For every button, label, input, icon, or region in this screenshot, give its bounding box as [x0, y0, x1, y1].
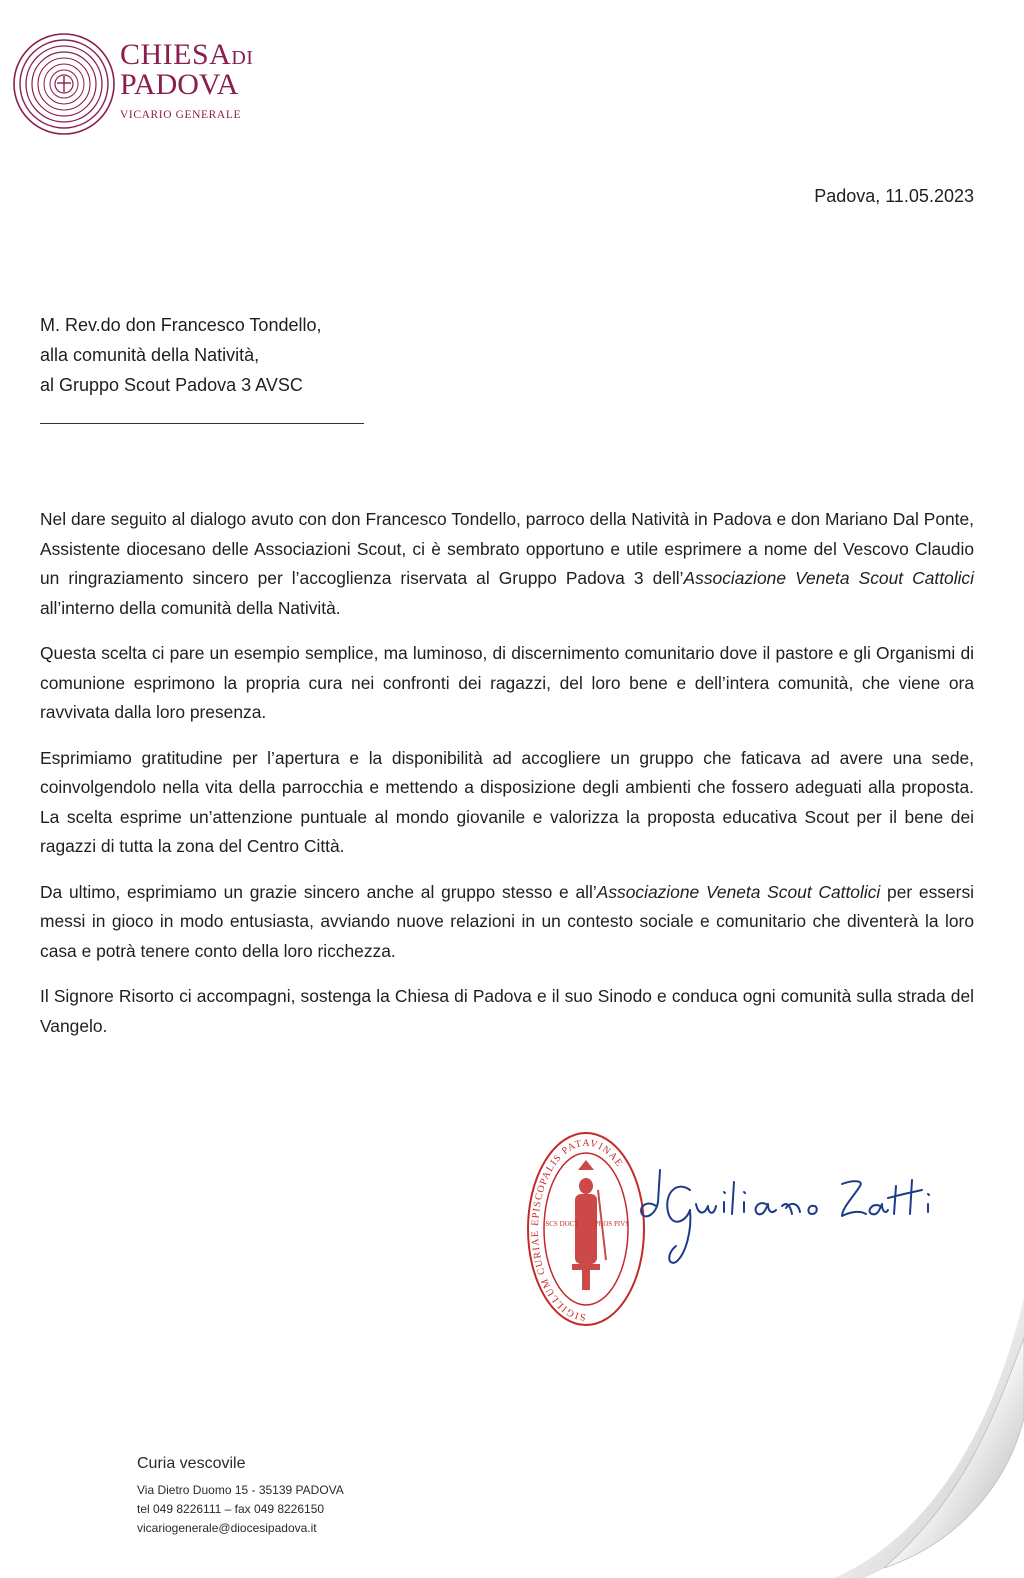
body-paragraph: [40, 878, 974, 967]
diocese-logo: [12, 32, 272, 152]
seal-left-text: SCS DOCT: [545, 1220, 579, 1228]
body-paragraph: Esprimiamo gratitudine per l’apertura e la disponibilità ad accogliere un gruppo che faticava ad avere una sede, coinvolgendolo nella vita della parrocchia e mettendo a disposizione degli ambienti che fossero adeguati alla proposta. La scelta esprime un’attenzione puntuale al mondo giovanile e valorizza la proposta educativa Scout per il bene dei ragazzi di tutta la zona del Centro Città.: [40, 747, 974, 856]
footer-contact: [137, 1455, 344, 1538]
text-run: Nel dare seguito al dialogo avuto con don Francesco Tondello, parroco della Natività in Padova e don Mariano Dal Ponte, Assistente diocesano delle Associazioni Scout, ci è sembrato opportuno e utile esprimere a nome del Vescovo Claudio un ringraziamento sincero per l’accoglienza riservata al Gruppo Padova 3 dell’: [40, 509, 974, 588]
seal-legend: SIGILLUM CURIAE EPISCOPALIS PATAVINAE: [530, 1137, 625, 1323]
logo-wordmark: [120, 40, 253, 122]
body-paragraph: Questa scelta ci pare un esempio semplice, ma luminoso, di discernimento comunitario dove il pastore e gli Organismi di comunione esprimono la propria cura nei confronti dei ragazzi, del loro bene e dell’intera comunità, che viene ora ravvivata dalla loro presenza.: [40, 643, 974, 722]
italic-text-run: Associazione Veneta Scout Cattolici: [683, 568, 974, 588]
text-run: per essersi messi in gioco in modo entusiasta, avviando nuove relazioni in un contesto sociale e comunitario che diventerà la loro casa e potrà tenere conto della loro ricchezza.: [40, 881, 975, 961]
recipient-line: alla comunità della Natività,: [40, 345, 260, 365]
text-run: Da ultimo, esprimiamo un grazie sincero anche al gruppo stesso e all’: [40, 881, 597, 902]
body-paragraph: Il Signore Risorto ci accompagni, sostenga la Chiesa di Padova e il suo Sinodo e conduca ogni comunità sulla strada del Vangelo.: [40, 986, 974, 1036]
footer-email: vicariogenerale@diocesipadova.it: [137, 1521, 317, 1535]
concentric-circles-logo-icon: [12, 32, 116, 136]
seal-right-text: PROS PIVS: [594, 1220, 630, 1228]
logo-subtitle: VICARIO GENERALE: [120, 109, 242, 121]
logo-chiesa: CHIESA: [120, 38, 232, 71]
handwritten-signature: [620, 1150, 960, 1270]
recipient-line: M. Rev.do don Francesco Tondello,: [40, 315, 322, 335]
footer-address: Via Dietro Duomo 15 - 35139 PADOVA: [137, 1483, 344, 1497]
recipient-line: al Gruppo Scout Padova 3 AVSC: [40, 375, 303, 395]
footer-phone: tel 049 8226111 – fax 049 8226150: [137, 1502, 325, 1516]
body-paragraph: [40, 505, 974, 623]
logo-di: DI: [231, 47, 254, 69]
letter-body: [40, 505, 974, 1041]
logo-line1: [120, 40, 253, 70]
logo-padova: PADOVA: [120, 68, 239, 101]
italic-text-run: Associazione Veneta Scout Cattolici: [596, 881, 881, 902]
recipients-block: [40, 310, 322, 400]
page-curl-icon: [794, 1298, 1024, 1578]
text-run: all’interno della comunità della Natività.: [40, 597, 341, 618]
footer-title: Curia vescovile: [137, 1455, 246, 1472]
recipient-divider: [40, 423, 364, 424]
letter-date: Padova, 11.05.2023: [814, 186, 974, 206]
